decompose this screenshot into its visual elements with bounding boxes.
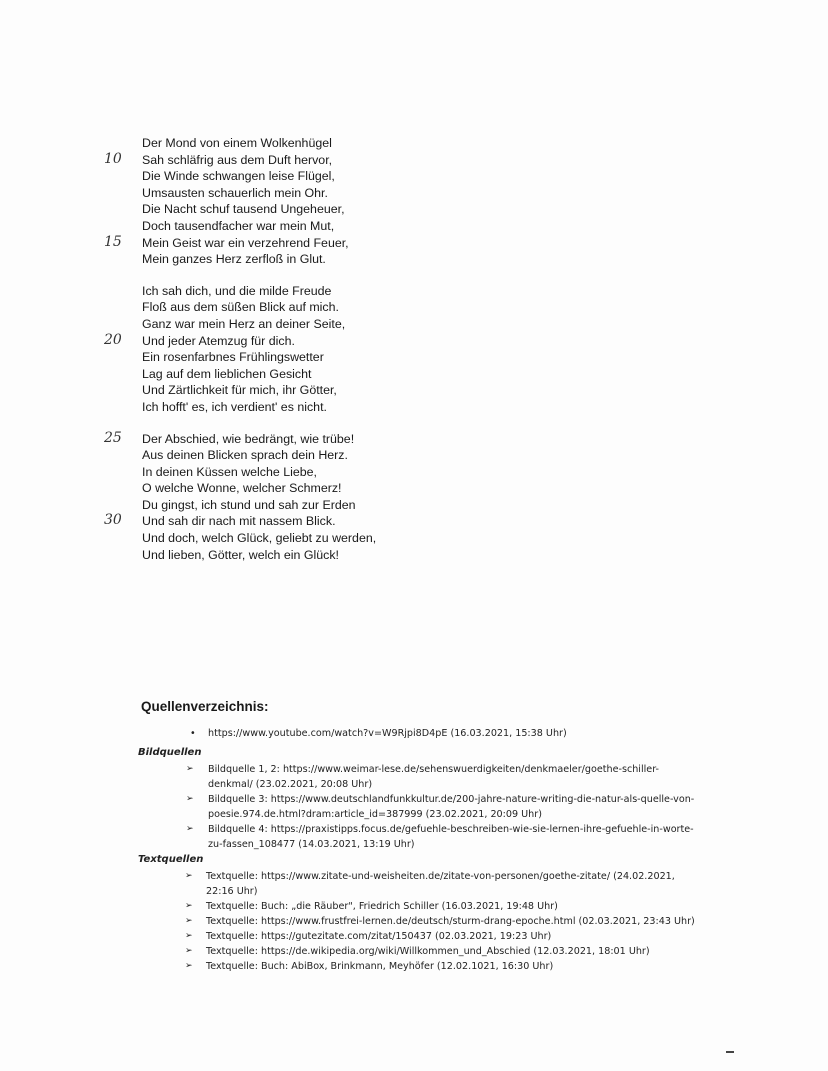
poem-line (142, 283, 376, 300)
line-text: Aus deinen Blicken sprach dein Herz. (142, 448, 348, 463)
line-text: Der Abschied, wie bedrängt, wie trübe! (142, 431, 355, 446)
arrow-bullet-icon: ➢ (186, 824, 194, 834)
line-number: 30 (104, 512, 122, 529)
source-text: Textquelle: Buch: AbiBox, Brinkmann, Meyhöfer (12.02.1021, 16:30 Uhr) (206, 961, 554, 972)
line-number: 10 (104, 150, 122, 167)
bild-source-item (138, 822, 698, 852)
poem-line (104, 429, 376, 448)
poem-line (142, 185, 376, 202)
poem-line (142, 168, 376, 185)
line-text: Die Nacht schuf tausend Ungeheuer, (142, 202, 345, 217)
line-text: O welche Wonne, welcher Schmerz! (142, 481, 342, 496)
line-number: 20 (104, 331, 122, 348)
poem-line (142, 366, 376, 383)
arrow-bullet-icon: ➢ (186, 764, 194, 774)
poem-line (142, 316, 376, 333)
source-text: Textquelle: https://www.zitate-und-weisheiten.de/zitate-von-personen/goethe-zitate/ (24.02.2021, 22:16 Uhr) (206, 871, 675, 897)
line-text: Lag auf dem lieblichen Gesicht (142, 366, 312, 381)
poem-line (142, 480, 376, 497)
text-source-item (138, 959, 698, 974)
line-text: Ich sah dich, und die milde Freude (142, 283, 332, 298)
source-text: Bildquelle 4: https://praxistipps.focus.de/gefuehle-beschreiben-wie-sie-lernen-ihre-gefuehle-in-worte-zu-fassen_108477 (14.03.2021, 13:19 Uhr) (208, 824, 694, 850)
source-text: Bildquelle 3: https://www.deutschlandfunkkultur.de/200-jahre-nature-writing-die-natur-als-quelle-von-poesie.974.de.html?dram:article_id=387999 (23.02.2021, 20:09 Uhr) (208, 794, 695, 820)
line-text: Und sah dir nach mit nassem Blick. (142, 514, 336, 529)
text-source-item (138, 899, 698, 914)
stanza-3 (104, 429, 377, 564)
line-text: Mein ganzes Herz zerfloß in Glut. (142, 252, 326, 267)
scan-mark (726, 1051, 734, 1053)
line-text: Und lieben, Götter, welch ein Glück! (142, 547, 339, 562)
bildquellen-label: Bildquellen (138, 747, 202, 758)
video-source (138, 726, 698, 741)
source-text: https://www.youtube.com/watch?v=W9Rjpi8D4pE (16.03.2021, 15:38 Uhr) (208, 728, 567, 739)
line-text: Sah schläfrig aus dem Duft hervor, (142, 152, 333, 167)
arrow-bullet-icon: ➢ (185, 871, 193, 881)
bild-source-item (138, 792, 698, 822)
line-text: Du gingst, ich stund und sah zur Erden (142, 497, 356, 512)
source-list-section (138, 699, 698, 974)
poem-line (142, 201, 376, 218)
poem-line (142, 299, 376, 316)
arrow-bullet-icon: ➢ (185, 901, 193, 911)
line-text: Und doch, welch Glück, geliebt zu werden, (142, 531, 377, 546)
poem-line (142, 447, 376, 464)
arrow-bullet-icon: ➢ (186, 794, 194, 804)
line-text: Umsausten schauerlich mein Ohr. (142, 185, 328, 200)
text-source-item (138, 869, 698, 899)
line-number: 15 (104, 233, 122, 250)
line-text: Der Mond von einem Wolkenhügel (142, 136, 332, 150)
line-text: Floß aus dem süßen Blick auf mich. (142, 300, 339, 315)
text-source-item (138, 944, 698, 959)
poem (104, 135, 377, 578)
bullet-icon: • (190, 728, 196, 739)
poem-line (142, 530, 376, 547)
line-text: In deinen Küssen welche Liebe, (142, 464, 317, 479)
source-list (138, 726, 698, 974)
line-number: 25 (104, 429, 122, 446)
poem-line (142, 547, 376, 564)
arrow-bullet-icon: ➢ (185, 916, 193, 926)
poem-line (142, 349, 376, 366)
poem-line (104, 512, 376, 530)
poem-line (104, 150, 376, 169)
poem-line (104, 233, 376, 252)
poem-line (142, 251, 376, 268)
text-source-item (138, 929, 698, 944)
sources-heading: Quellenverzeichnis: (141, 699, 269, 714)
textquellen-label: Textquellen (138, 854, 204, 865)
line-text: Und jeder Atemzug für dich. (142, 333, 295, 348)
stanza-1 (104, 135, 376, 268)
bild-source-item (138, 762, 698, 792)
stanza-2 (104, 283, 376, 416)
line-text: Ich hofft' es, ich verdient' es nicht. (142, 399, 327, 414)
poem-line (104, 331, 376, 350)
line-text: Und Zärtlichkeit für mich, ihr Götter, (142, 383, 337, 398)
poem-line (142, 382, 376, 399)
poem-line (142, 464, 376, 481)
line-text: Doch tausendfacher war mein Mut, (142, 218, 335, 233)
source-text: Textquelle: Buch: „die Räuber", Friedrich Schiller (16.03.2021, 19:48 Uhr) (206, 901, 558, 912)
arrow-bullet-icon: ➢ (185, 946, 193, 956)
poem-line (142, 135, 376, 152)
poem-line (142, 399, 376, 416)
line-text: Die Winde schwangen leise Flügel, (142, 169, 335, 184)
arrow-bullet-icon: ➢ (185, 961, 193, 971)
poem-line (142, 218, 376, 235)
line-text: Ganz war mein Herz an deiner Seite, (142, 316, 346, 331)
source-text: Bildquelle 1, 2: https://www.weimar-lese.de/sehenswuerdigkeiten/denkmaeler/goethe-schiller-denkmal/ (23.02.2021, 20:08 Uhr) (208, 764, 659, 790)
line-text: Mein Geist war ein verzehrend Feuer, (142, 235, 349, 250)
source-text: Textquelle: https://www.frustfrei-lernen.de/deutsch/sturm-drang-epoche.html (02.03.2021, 23:43 Uhr) (206, 916, 695, 927)
line-text: Ein rosenfarbnes Frühlingswetter (142, 350, 324, 365)
text-source-item (138, 914, 698, 929)
arrow-bullet-icon: ➢ (185, 931, 193, 941)
source-text: Textquelle: https://gutezitate.com/zitat/150437 (02.03.2021, 19:23 Uhr) (206, 931, 552, 942)
source-text: Textquelle: https://de.wikipedia.org/wiki/Willkommen_und_Abschied (12.03.2021, 18:01 Uhr) (206, 946, 650, 957)
poem-line (142, 497, 376, 514)
